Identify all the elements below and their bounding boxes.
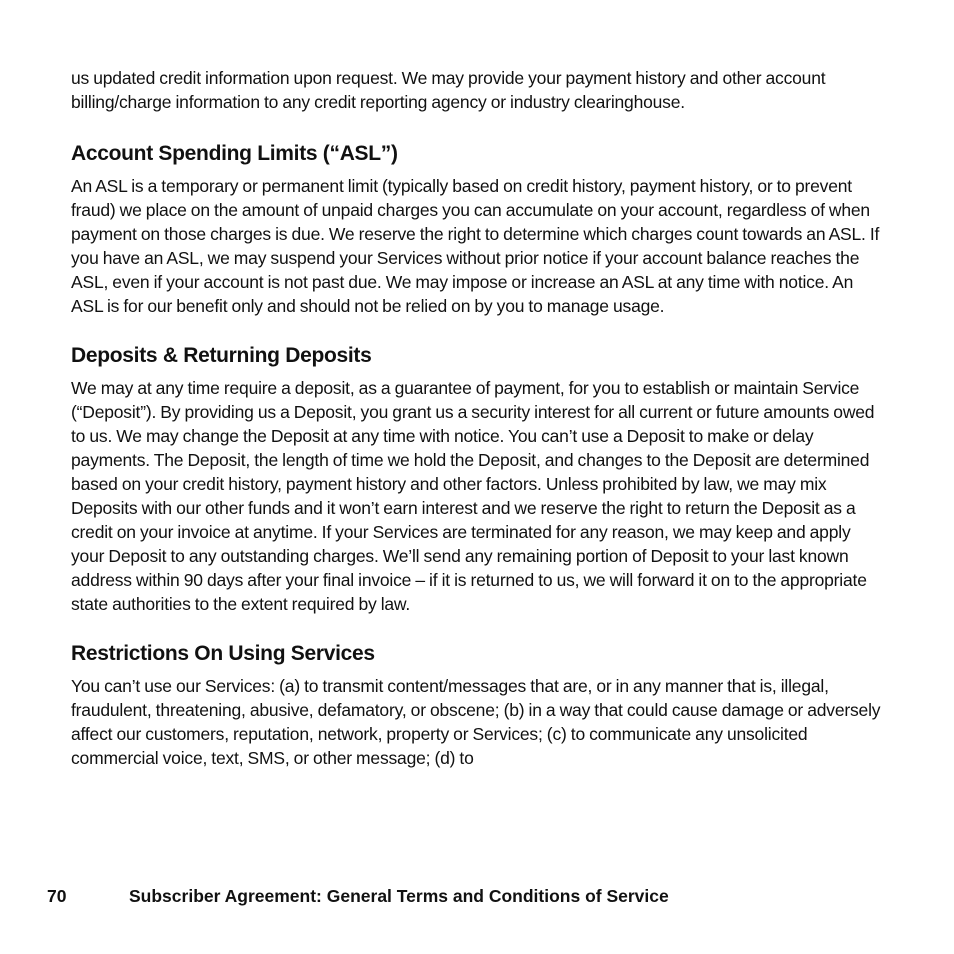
page-number: 70: [47, 886, 67, 906]
section-account-spending-limits: [71, 140, 883, 318]
section-body: You can’t use our Services: (a) to transmit content/messages that are, or in any manner that is, illegal, fraudulent, threatening, abusive, defamatory, or obscene; (b) in a way that could cause damage or adversely affect our customers, reputation, network, property or Services; (c) to communicate any unsolicited commercial voice, text, SMS, or other message; (d) to: [71, 676, 881, 768]
section-body: An ASL is a temporary or permanent limit (typically based on credit history, payment history, or to prevent fraud) we place on the amount of unpaid charges you can accumulate on your account, regardless of when payment on those charges is due. We reserve the right to determine which charges count towards an ASL. If you have an ASL, we may suspend your Services without prior notice if your account balance reaches the ASL, even if your account is not past due. We may impose or increase an ASL at any time with notice. An ASL is for our benefit only and should not be relied on by you to manage usage.: [71, 176, 880, 316]
footer-title: Subscriber Agreement: General Terms and Conditions of Service: [129, 886, 669, 906]
intro-paragraph: us updated credit information upon request. We may provide your payment history and other account billing/charge information to any credit reporting agency or industry clearinghouse.: [71, 68, 826, 112]
section-heading: Restrictions On Using Services: [71, 642, 375, 665]
section-heading: Deposits & Returning Deposits: [71, 344, 372, 367]
section-heading: Account Spending Limits (“ASL”): [71, 142, 398, 165]
section-body: We may at any time require a deposit, as a guarantee of payment, for you to establish or maintain Service (“Deposit”). By providing us a Deposit, you grant us a security interest for all current or future amounts owed to us. We may change the Deposit at any time with notice. You can’t use a Deposit to make or delay payments. The Deposit, the length of time we hold the Deposit, and changes to the Deposit are determined based on your credit history, payment history and other factors. Unless prohibited by law, we may mix Deposits with our other funds and it won’t earn interest and we reserve the right to return the Deposit as a credit on your invoice at anytime. If your Services are terminated for any reason, we may keep and apply your Deposit to any outstanding charges. We’ll send any remaining portion of Deposit to your last known address within 90 days after your final invoice – if it is returned to us, we will forward it on to the appropriate state authorities to the extent required by law.: [71, 378, 875, 614]
document-page: [71, 66, 883, 794]
page-footer: [47, 884, 669, 908]
section-restrictions: [71, 640, 883, 770]
section-deposits: [71, 342, 883, 616]
